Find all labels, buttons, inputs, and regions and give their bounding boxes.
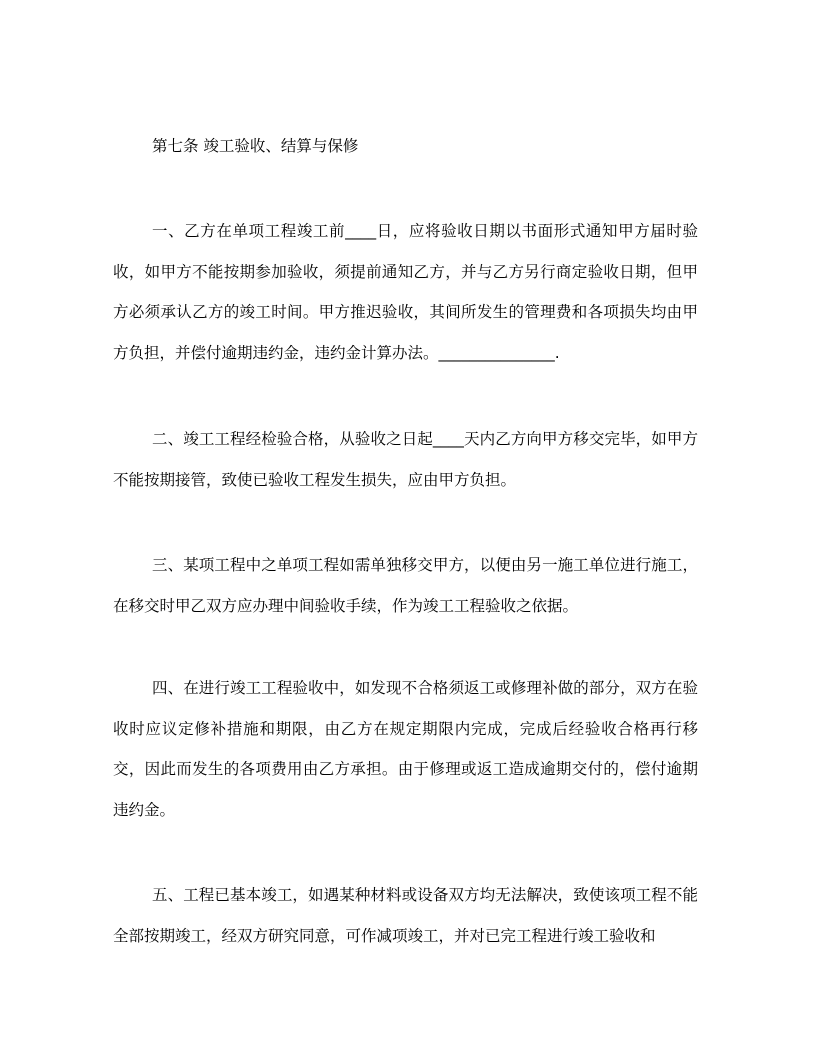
- paragraph-5: 五、工程已基本竣工，如遇某种材料或设备双方均无法解决，致使该项工程不能全部按期竣工，经双方研究同意，可作减项竣工，并对已完工程进行竣工验收和: [113, 886, 698, 945]
- article-title: 第七条 竣工验收、结算与保修: [152, 137, 359, 155]
- paragraph-2: 二、竣工工程经检验合格，从验收之日起____天内乙方向甲方移交完毕，如甲方不能按期接管，致使已验收工程发生损失，应由甲方负担。: [113, 430, 698, 489]
- paragraph-3: 三、某项工程中之单项工程如需单独移交甲方，以便由另一施工单位进行施工，在移交时甲乙双方应办理中间验收手续，作为竣工工程验收之依据。: [113, 556, 698, 615]
- paragraph-1: 一、乙方在单项工程竣工前____日，应将验收日期以书面形式通知甲方届时验收，如甲方不能按期参加验收，须提前通知乙方，并与乙方另行商定验收日期，但甲方必须承认乙方的竣工时间。甲方推迟验收，其间所发生的管理费和各项损失均由甲方负担，并偿付逾期违约金，违约金计算办法。_______________.: [113, 222, 698, 362]
- paragraph-4: 四、在进行竣工工程验收中，如发现不合格须返工或修理补做的部分，双方在验收时应议定修补措施和期限，由乙方在规定期限内完成，完成后经验收合格再行移交，因此而发生的各项费用由乙方承担。由于修理或返工造成逾期交付的，偿付逾期违约金。: [113, 679, 698, 819]
